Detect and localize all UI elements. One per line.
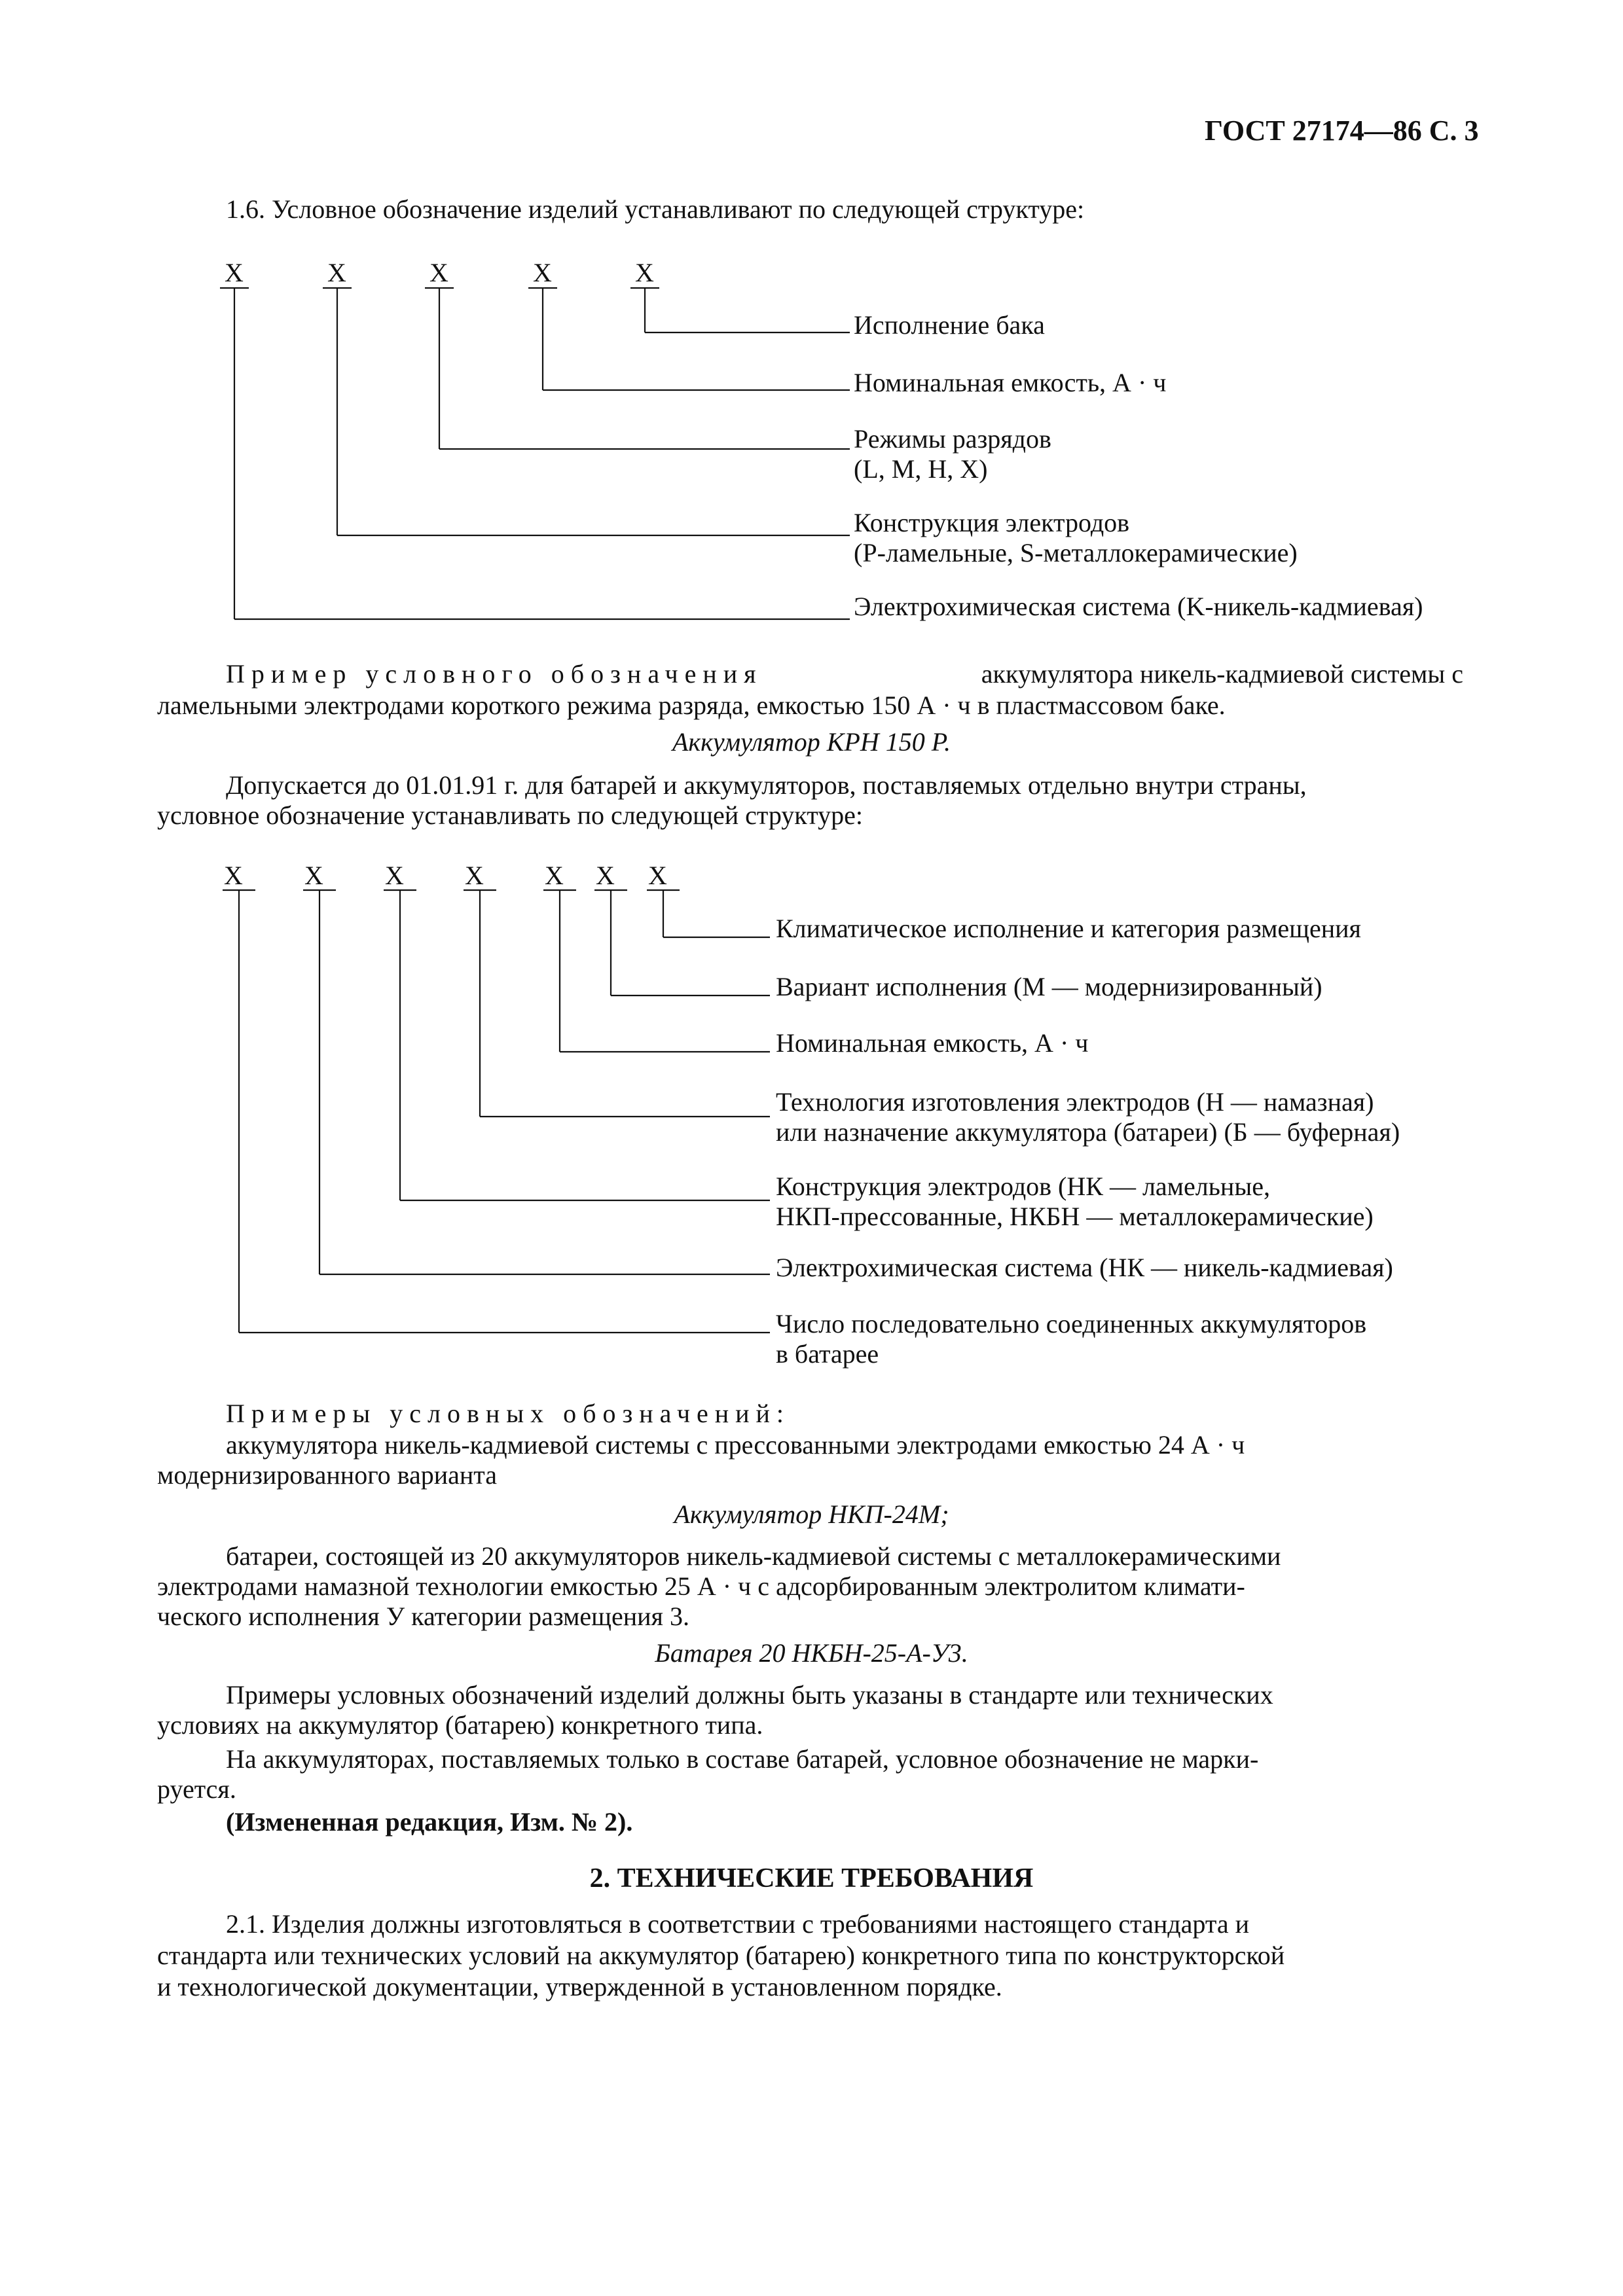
label-design-variant: Вариант исполнения (М — модернизированный) bbox=[776, 972, 1322, 1001]
symbol-x: X bbox=[465, 861, 484, 890]
label-electrode-design-values: (P-ламельные, S-металлокерамические) bbox=[854, 538, 1298, 567]
symbol-x: X bbox=[327, 258, 346, 287]
section-2-1-line-2: стандарта или технических условий на аккумулятор (батарею) конкретного типа по конструкторской bbox=[157, 1941, 1285, 1970]
examples-heading: Примеры условных обозначений: bbox=[226, 1399, 791, 1428]
diagram-1-symbols bbox=[225, 258, 654, 287]
label-electrode-technology: Технология изготовления электродов (Н — намазная) bbox=[776, 1087, 1374, 1117]
section-2-heading: 2. ТЕХНИЧЕСКИЕ ТРЕБОВАНИЯ bbox=[589, 1863, 1034, 1893]
page-header: ГОСТ 27174—86 С. 3 bbox=[1205, 115, 1479, 147]
label-electrode-design-2: НКП-прессованные, НКБН — металлокерамические) bbox=[776, 1202, 1374, 1231]
paragraph-1-6-intro: 1.6. Условное обозначение изделий устанавливают по следующей структуре: bbox=[226, 194, 1085, 224]
label-climatic-design: Климатическое исполнение и категория размещения bbox=[776, 914, 1361, 943]
note-1-line-1: Примеры условных обозначений изделий должны быть указаны в стандарте или технических bbox=[226, 1680, 1273, 1710]
label-cell-count: Число последовательно соединенных аккумуляторов bbox=[776, 1309, 1367, 1338]
label-electrode-technology-2: или назначение аккумулятора (батареи) (Б — буферная) bbox=[776, 1117, 1400, 1147]
example-2-line-2: электродами намазной технологии емкостью 25 А · ч с адсорбированным электролитом климати- bbox=[157, 1571, 1245, 1601]
diagram-2-labels bbox=[776, 914, 1400, 1369]
amendment-note: (Измененная редакция, Изм. № 2). bbox=[226, 1807, 633, 1837]
example-rest: аккумулятора никель-кадмиевой системы с bbox=[981, 659, 1463, 689]
label-tank-design: Исполнение бака bbox=[854, 310, 1045, 340]
example-1-code: Аккумулятор НКП-24М; bbox=[674, 1499, 949, 1529]
symbol-x: X bbox=[596, 861, 615, 890]
label-discharge-modes-values: (L, M, H, X) bbox=[854, 454, 988, 484]
example-2-line-1: батареи, состоящей из 20 аккумуляторов никель-кадмиевой системы с металлокерамическими bbox=[226, 1541, 1281, 1571]
diagram-1-labels bbox=[854, 310, 1423, 621]
symbol-x: X bbox=[224, 861, 243, 890]
symbol-x: X bbox=[304, 861, 323, 890]
note-1-line-2: условиях на аккумулятор (батарею) конкретного типа. bbox=[157, 1710, 763, 1740]
allowed-paragraph-line-1: Допускается до 01.01.91 г. для батарей и аккумуляторов, поставляемых отдельно внутри страны, bbox=[226, 770, 1307, 800]
section-2-1-line-3: и технологической документации, утвержденной в установленном порядке. bbox=[157, 1972, 1002, 2001]
example-2-code: Батарея 20 НКБН-25-А-У3. bbox=[655, 1638, 968, 1668]
label-discharge-modes: Режимы разрядов bbox=[854, 424, 1051, 454]
label-nominal-capacity: Номинальная емкость, А · ч bbox=[854, 368, 1167, 397]
example-2-line-3: ческого исполнения У категории размещения 3. bbox=[157, 1602, 689, 1631]
symbol-x: X bbox=[225, 258, 244, 287]
diagram-2-lines bbox=[223, 890, 770, 1333]
symbol-x: X bbox=[648, 861, 667, 890]
symbol-x: X bbox=[429, 258, 448, 287]
example-1-line-2: модернизированного варианта bbox=[157, 1460, 498, 1490]
label-electrochemical-system: Электрохимическая система (НК — никель-кадмиевая) bbox=[776, 1253, 1393, 1282]
label-cell-count-2: в батарее bbox=[776, 1339, 879, 1369]
example-code: Аккумулятор KPH 150 P. bbox=[672, 727, 951, 757]
label-electrode-design: Конструкция электродов (НК — ламельные, bbox=[776, 1172, 1270, 1201]
example-paragraph-line-1 bbox=[226, 658, 1463, 690]
label-nominal-capacity: Номинальная емкость, А · ч bbox=[776, 1028, 1089, 1058]
symbol-x: X bbox=[385, 861, 404, 890]
example-paragraph-line-2: ламельными электродами короткого режима разряда, емкостью 150 А · ч в пластмассовом баке. bbox=[157, 691, 1226, 720]
example-lead: Пример условного обозначения bbox=[226, 659, 763, 689]
diagram-1-lines bbox=[220, 288, 850, 619]
diagram-2-symbols bbox=[224, 861, 667, 890]
label-electrochemical-system: Электрохимическая система (K-никель-кадмиевая) bbox=[854, 592, 1423, 621]
allowed-paragraph-line-2: условное обозначение устанавливать по следующей структуре: bbox=[157, 800, 864, 830]
note-2-line-2: руется. bbox=[157, 1774, 236, 1804]
symbol-x: X bbox=[545, 861, 564, 890]
section-2-1-line-1: 2.1. Изделия должны изготовляться в соответствии с требованиями настоящего стандарта и bbox=[226, 1909, 1250, 1939]
example-1-line-1: аккумулятора никель-кадмиевой системы с прессованными электродами емкостью 24 А · ч bbox=[226, 1430, 1245, 1460]
symbol-x: X bbox=[533, 258, 552, 287]
label-electrode-design: Конструкция электродов bbox=[854, 508, 1130, 537]
note-2-line-1: На аккумуляторах, поставляемых только в составе батарей, условное обозначение не марки- bbox=[226, 1744, 1259, 1774]
symbol-x: X bbox=[635, 258, 654, 287]
